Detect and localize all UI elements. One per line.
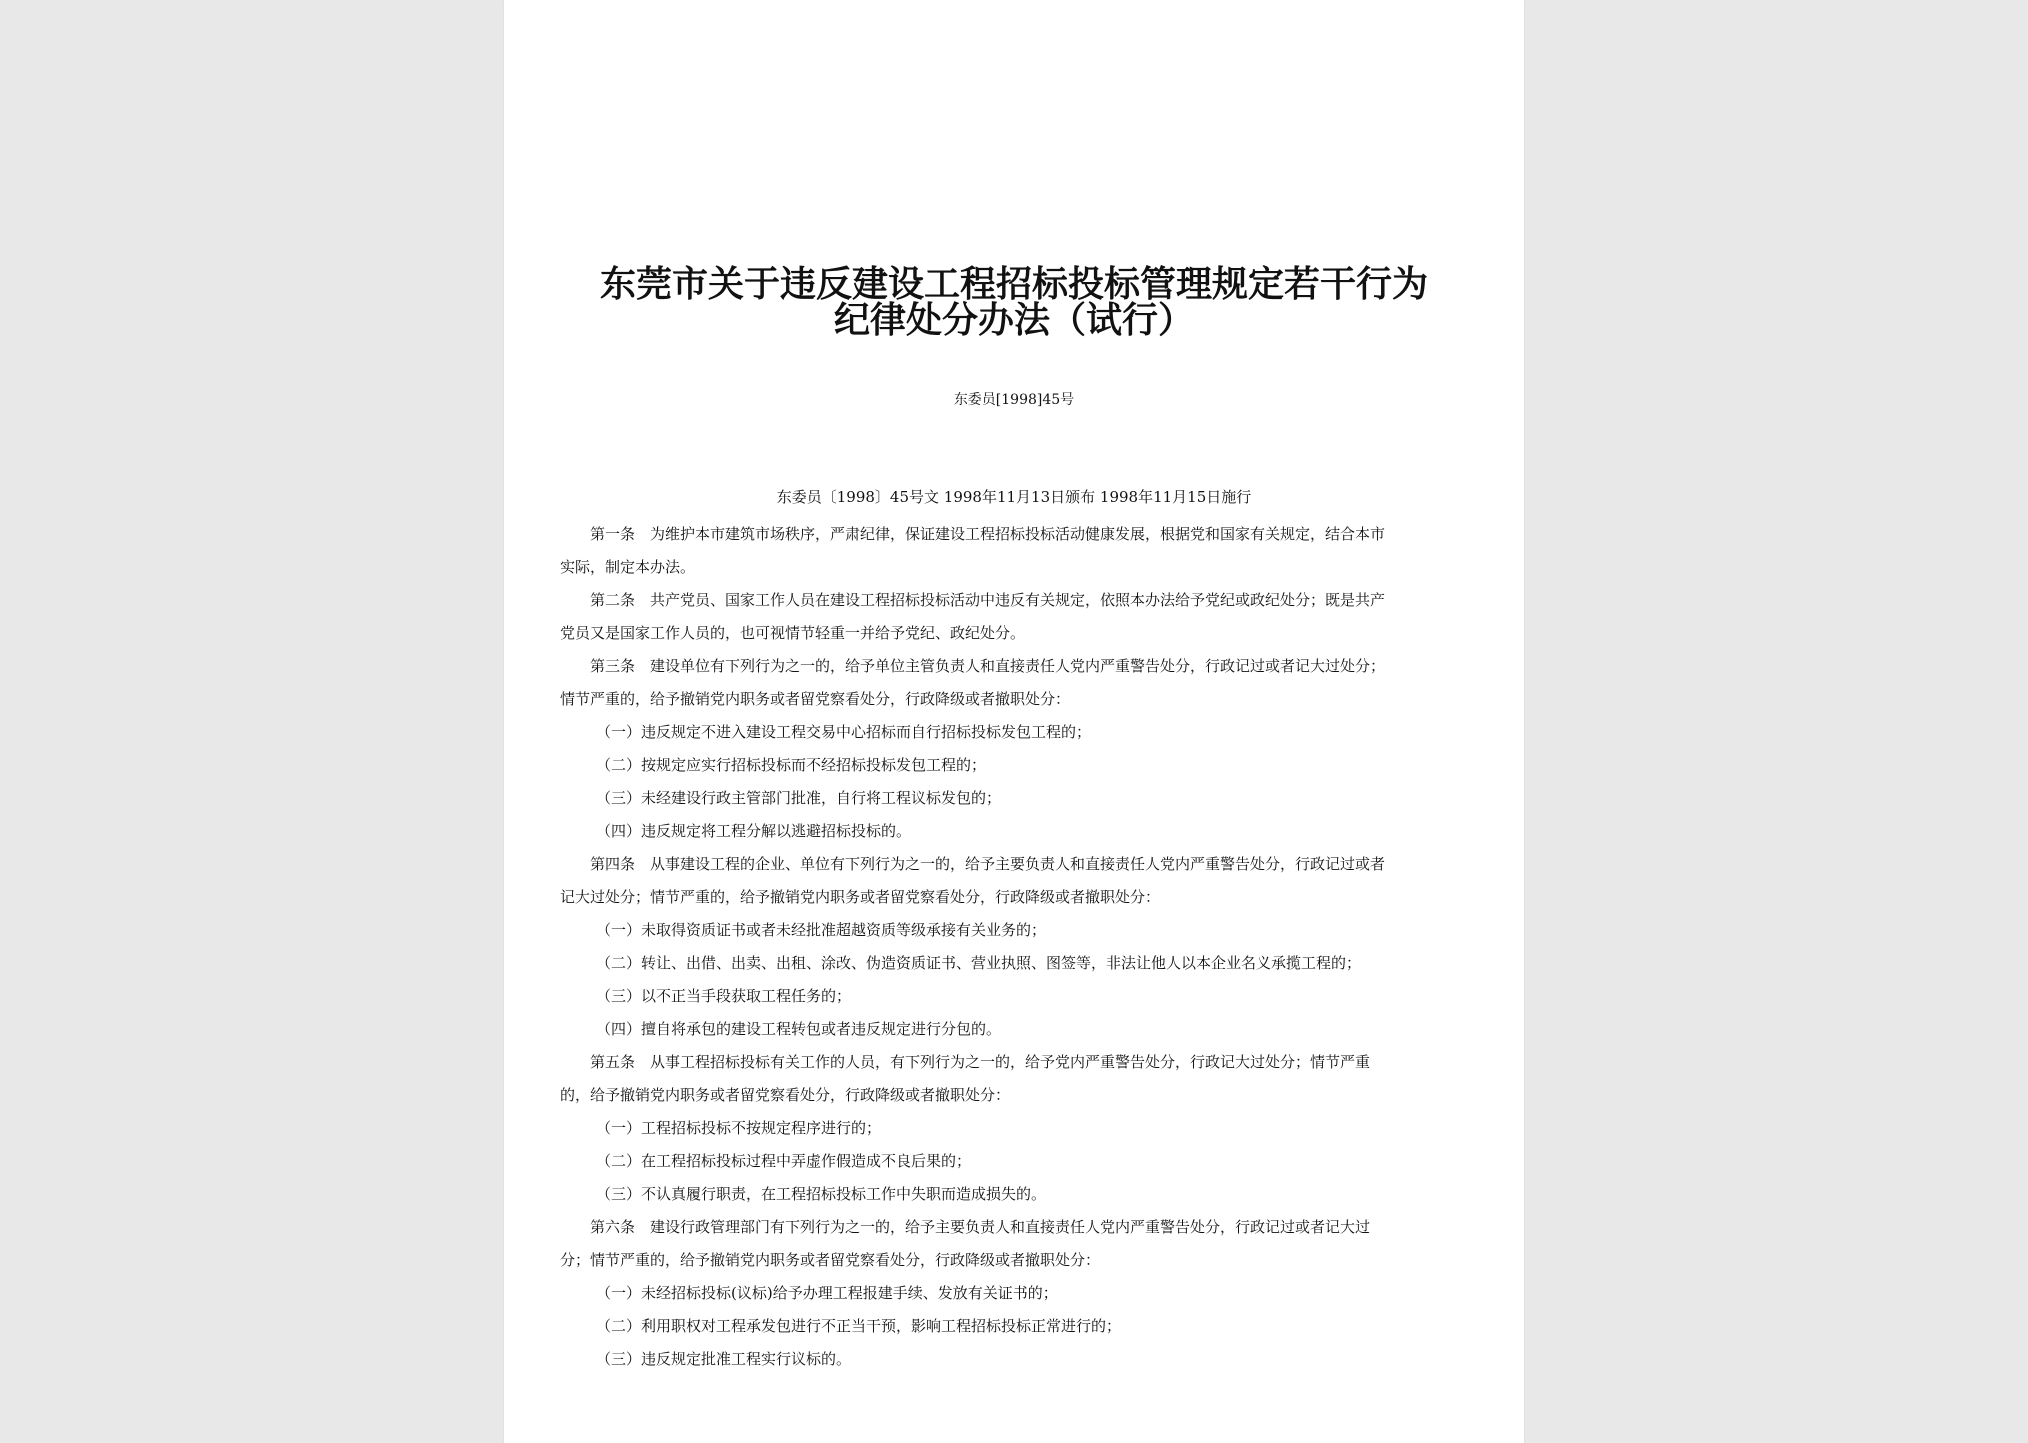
body-line: 第六条 建设行政管理部门有下列行为之一的，给予主要负责人和直接责任人党内严重警告处分，行政记过或者记大过 — [590, 1218, 1371, 1236]
body-line: 实际，制定本办法。 — [560, 558, 696, 576]
document-body — [560, 518, 1470, 1376]
issue-info-line: 东委员〔1998〕45号文 1998年11月13日颁布 1998年11月15日施行 — [776, 488, 1252, 506]
body-line: 第五条 从事工程招标投标有关工作的人员，有下列行为之一的，给予党内严重警告处分，行政记大过处分；情节严重 — [590, 1053, 1371, 1071]
body-line: （二）转让、出借、出卖、出租、涂改、伪造资质证书、营业执照、图签等，非法让他人以本企业名义承揽工程的； — [596, 954, 1362, 972]
body-line: （二）在工程招标投标过程中弄虚作假造成不良后果的； — [596, 1152, 972, 1170]
body-line: （三）不认真履行职责，在工程招标投标工作中失职而造成损失的。 — [596, 1185, 1047, 1203]
body-line: （三）违反规定批准工程实行议标的。 — [596, 1350, 852, 1368]
body-line: 情节严重的，给予撤销党内职务或者留党察看处分，行政降级或者撤职处分： — [560, 690, 1071, 708]
body-line: 第二条 共产党员、国家工作人员在建设工程招标投标活动中违反有关规定，依照本办法给予党纪或政纪处分；既是共产 — [590, 591, 1386, 609]
body-line: 第四条 从事建设工程的企业、单位有下列行为之一的，给予主要负责人和直接责任人党内严重警告处分，行政记过或者 — [590, 855, 1386, 873]
document-page — [504, 0, 1524, 1443]
body-line: （三）以不正当手段获取工程任务的； — [596, 987, 852, 1005]
body-line: 第一条 为维护本市建筑市场秩序，严肃纪律，保证建设工程招标投标活动健康发展，根据党和国家有关规定，结合本市 — [590, 525, 1386, 543]
document-title-line-2: 纪律处分办法（试行） — [833, 299, 1194, 341]
document-title-line-1: 东莞市关于违反建设工程招标投标管理规定若干行为 — [599, 263, 1428, 305]
body-line: （三）未经建设行政主管部门批准，自行将工程议标发包的； — [596, 789, 1002, 807]
body-line: 的，给予撤销党内职务或者留党察看处分，行政降级或者撤职处分： — [560, 1086, 1011, 1104]
body-line: （二）按规定应实行招标投标而不经招标投标发包工程的； — [596, 756, 987, 774]
body-line: （四）擅自将承包的建设工程转包或者违反规定进行分包的。 — [596, 1020, 1002, 1038]
body-line: （二）利用职权对工程承发包进行不正当干预，影响工程招标投标正常进行的； — [596, 1317, 1122, 1335]
body-line: （一）工程招标投标不按规定程序进行的； — [596, 1119, 882, 1137]
body-line: （四）违反规定将工程分解以逃避招标投标的。 — [596, 822, 912, 840]
body-line: 记大过处分；情节严重的，给予撤销党内职务或者留党察看处分，行政降级或者撤职处分： — [560, 888, 1161, 906]
body-line: （一）未经招标投标(议标)给予办理工程报建手续、发放有关证书的； — [596, 1284, 1058, 1302]
body-line: （一）未取得资质证书或者未经批准超越资质等级承接有关业务的； — [596, 921, 1047, 939]
body-line: 党员又是国家工作人员的，也可视情节轻重一并给予党纪、政纪处分。 — [560, 624, 1026, 642]
body-line: 第三条 建设单位有下列行为之一的，给予单位主管负责人和直接责任人党内严重警告处分，行政记过或者记大过处分； — [590, 657, 1386, 675]
body-line: 分；情节严重的，给予撤销党内职务或者留党察看处分，行政降级或者撤职处分： — [560, 1251, 1101, 1269]
document-number: 东委员[1998]45号 — [953, 392, 1075, 408]
body-line: （一）违反规定不进入建设工程交易中心招标而自行招标投标发包工程的； — [596, 723, 1092, 741]
